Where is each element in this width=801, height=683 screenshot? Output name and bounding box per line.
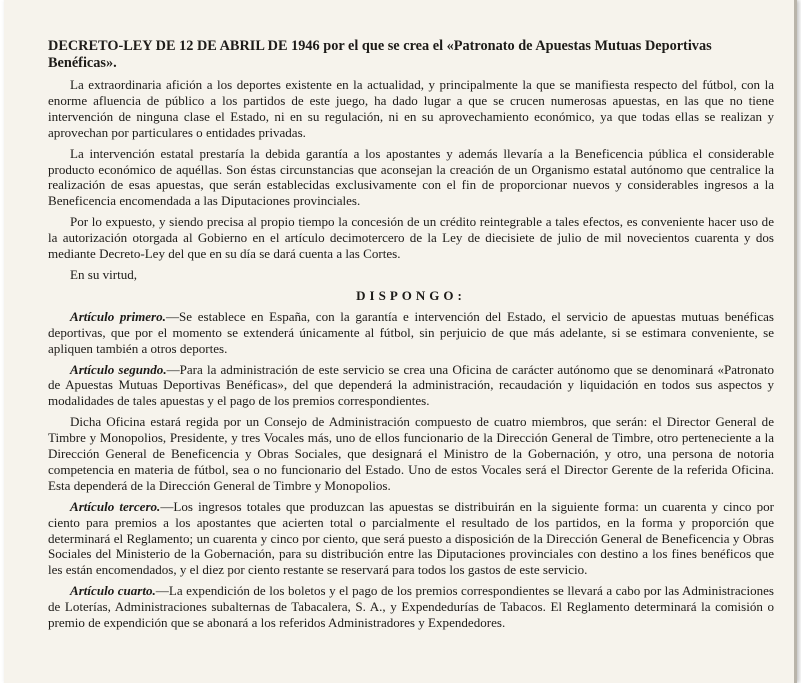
article-3 (48, 499, 774, 579)
article-3-label: Artículo tercero. (70, 498, 161, 514)
scanned-page (4, 0, 797, 683)
article-4-text: —La expendición de los boletos y el pago de los premios correspondientes se llevará a cabo por las Administraciones de Loterías, Administraciones subalternas de Tabacalera, S. A., y Expendedurías de Tabacos. El Reglamento determinará la comisión o premio de expendición que se abonará a los referidos Administradores y Expendedores. (48, 583, 774, 631)
article-2-label: Artículo segundo. (70, 361, 167, 377)
article-4-label: Artículo cuarto. (70, 583, 156, 599)
article-1-label: Artículo primero. (70, 308, 166, 324)
preamble-paragraph-3: Por lo expuesto, y siendo precisa al propio tiempo la concesión de un crédito reintegrable a tales efectos, es conveniente hacer uso de la autorización otorgada al Gobierno en el artículo decimotercero de la Ley de diecisiete de julio de mil novecientos cuarenta y dos mediante Decreto-Ley del que en su día se dará cuenta a las Cortes. (48, 214, 774, 262)
article-2-continuation: Dicha Oficina estará regida por un Consejo de Administración compuesto de cuatro miembros, que serán: el Director General de Timbre y Monopolios, Presidente, y tres Vocales más, uno de ellos funcionario de la Dirección General de Timbre, otro perteneciente a la Dirección General de Beneficencia y Obras Sociales, que designará el Ministro de la Gobernación, y otro, una persona de notoria competencia en materia de fútbol, sea o no funcionario del Estado. Uno de estos Vocales será el Director Gerente de la referida Oficina. Esta dependerá de la Dirección General de Timbre y Monopolios. (48, 414, 774, 493)
preamble-paragraph-1: La extraordinaria afición a los deportes existente en la actualidad, y principalmente la que se manifiesta respecto del fútbol, con la enorme afluencia de público a los partidos de este juego, ha dado lugar a que se crucen numerosas apuestas, en las que no tiene intervención de ninguna clase el Estado, ni en su regulación, ni en su aprovechamiento económico, ya que todas ellas se realizan y aprovechan por particulares o entidades privadas. (48, 77, 774, 140)
decree-text (48, 38, 774, 636)
decree-title: DECRETO-LEY DE 12 DE ABRIL DE 1946 por el que se crea el «Patronato de Apuestas Mutuas Deportivas Benéficas». (48, 38, 712, 71)
article-4 (48, 583, 774, 631)
preamble-paragraph-4: En su virtud, (70, 266, 138, 282)
article-2 (48, 362, 774, 410)
article-1 (48, 309, 774, 357)
preamble-paragraph-2: La intervención estatal prestaría la debida garantía a los apostantes y además llevaría a la Beneficencia pública el considerable producto económico de aquéllas. Son éstas circunstancias que aconsejan la creación de un Organismo estatal autónomo que centralice la realización de esas apuestas, que serán establecidas exclusivamente con el fin de proporcionar nuevos y considerables ingresos a la Beneficencia encomendada a las Diputaciones provinciales. (48, 145, 774, 209)
dispongo-heading: DISPONGO: (356, 287, 466, 303)
article-3-text: —Los ingresos totales que produzcan las apuestas se distribuirán en la siguiente forma: un cuarenta y cinco por ciento para premios a los apostantes que acierten total o parcialmente el resultado de los partidos, en la forma y proporción que determinará el Reglamento; un cuarenta y cinco por ciento, que será puesto a disposición de la Dirección General de Beneficencia y Obras Sociales del Ministerio de la Gobernación, para su distribución entre las Diputaciones provinciales con destino a los fines benéficos que les están encomendados, y el diez por ciento restante se reservará para todos los gastos de este servicio. (48, 498, 774, 578)
article-2-text: —Para la administración de este servicio se crea una Oficina de carácter autónomo que se denominará «Patronato de Apuestas Mutuas Deportivas Benéficas», del que dependerá la administración, recaudación y liquidación en todos sus aspectos y modalidades de tales apuestas y el pago de los premios correspondientes. (48, 361, 774, 409)
article-1-text: —Se establece en España, con la garantía e intervención del Estado, el servicio de apuestas mutuas benéficas deportivas, que por el momento se extenderá únicamente al fútbol, sin perjuicio de que más adelante, si se estimara conveniente, se apliquen también a otros deportes. (48, 308, 774, 356)
